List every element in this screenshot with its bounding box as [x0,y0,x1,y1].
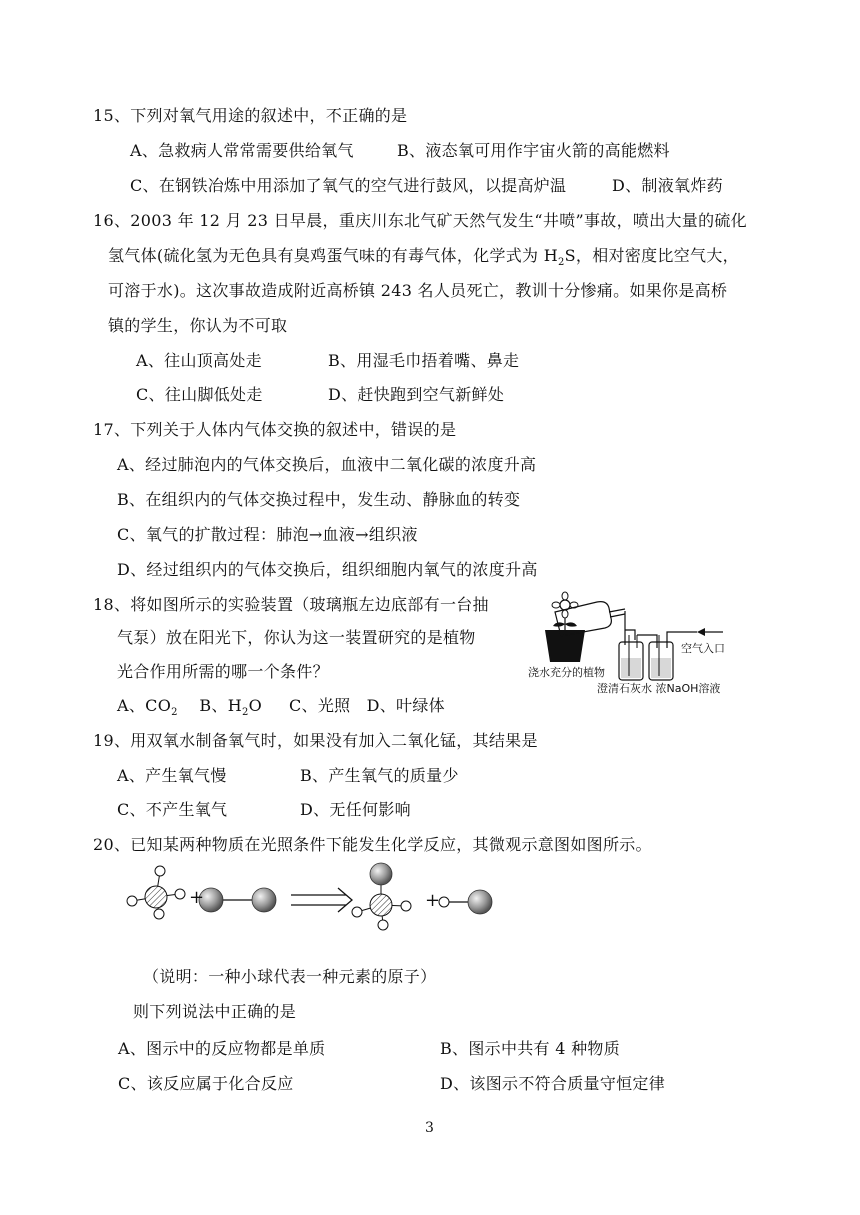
q20-option-a: A、图示中的反应物都是单质 [118,1039,326,1058]
q20-option-b: B、图示中共有 4 种物质 [440,1039,621,1058]
q18-options [117,696,445,719]
plus-sign-1: + [189,887,205,908]
q16-option-d: D、赶快跑到空气新鲜处 [328,385,505,404]
q17-option-d: D、经过组织内的气体交换后，组织细胞内氧气的浓度升高 [117,560,538,579]
q19-option-b: B、产生氧气的质量少 [300,766,459,785]
reaction-diagram [118,858,498,938]
q19-option-a: A、产生氧气慢 [117,766,227,785]
q20-ask: 则下列说法中正确的是 [133,1002,297,1021]
q18-line2: 气泵）放在阳光下，你认为这一装置研究的是植物 [117,628,476,647]
q17-option-c: C、氧气的扩散过程：肺泡→血液→组织液 [117,525,418,544]
q16-line3: 可溶于水)。这次事故造成附近高桥镇 243 名人员死亡，教训十分惨痛。如果你是高桥 [108,281,728,300]
air-inlet-label: 空气入口 [681,642,725,655]
q16-option-c: C、往山脚低处走 [136,385,263,404]
q19-option-c: C、不产生氧气 [117,800,228,819]
q17-option-b: B、在组织内的气体交换过程中，发生动、静脉血的转变 [117,490,521,509]
q16-option-b: B、用湿毛巾捂着嘴、鼻走 [328,351,520,370]
q15-option-b: B、液态氧可用作宇宙火箭的高能燃料 [397,141,670,160]
q18-line1: 18、将如图所示的实验装置（玻璃瓶左边底部有一台抽 [93,595,489,614]
q18-option-b: B、$H_2O$ [199,696,263,719]
q17-stem: 17、下列关于人体内气体交换的叙述中，错误的是 [93,420,457,439]
q15-option-d: D、制液氧炸药 [612,176,723,195]
q16-line1: 16、2003 年 12 月 23 日早晨，重庆川东北气矿天然气发生“井喷”事故，喷出大量的硫化 [93,211,747,230]
q15-stem: 15、下列对氧气用途的叙述中，不正确的是 [93,106,408,125]
q18-line3: 光合作用所需的哪一个条件？ [117,662,329,681]
q17-option-a: A、经过肺泡内的气体交换后，血液中二氧化碳的浓度升高 [117,455,537,474]
q16-line2: 氢气体(硫化氢为无色具有臭鸡蛋气味的有毒气体，化学式为 $H_2S$，相对密度比空气大， [108,246,739,269]
bottles-label: 澄清石灰水 浓NaOH溶液 [597,682,721,695]
q20-note: （说明：一种小球代表一种元素的原子） [143,967,437,986]
q18-option-a: A、$CO_2$ [117,696,178,719]
q16-line4: 镇的学生，你认为不可取 [108,316,288,335]
q20-option-d: D、该图示不符合质量守恒定律 [440,1074,666,1093]
page-number: 3 [425,1120,435,1136]
q20-stem: 20、已知某两种物质在光照条件下能发生化学反应，其微观示意图如图所示。 [93,835,652,854]
plant-label: 浇水充分的植物 [528,666,605,679]
q19-option-d: D、无任何影响 [300,800,411,819]
q15-option-c: C、在钢铁冶炼中用添加了氧气的空气进行鼓风，以提高炉温 [130,176,567,195]
q15-option-a: A、急救病人常常需要供给氧气 [130,141,354,160]
plus-sign-2: + [425,890,441,911]
q16-option-a: A、往山顶高处走 [136,351,262,370]
q20-option-c: C、该反应属于化合反应 [118,1074,294,1093]
q19-stem: 19、用双氧水制备氧气时，如果没有加入二氧化锰，其结果是 [93,731,538,750]
q18-option-d: D、叶绿体 [366,696,445,715]
q18-option-c: C、光照 [289,696,351,715]
